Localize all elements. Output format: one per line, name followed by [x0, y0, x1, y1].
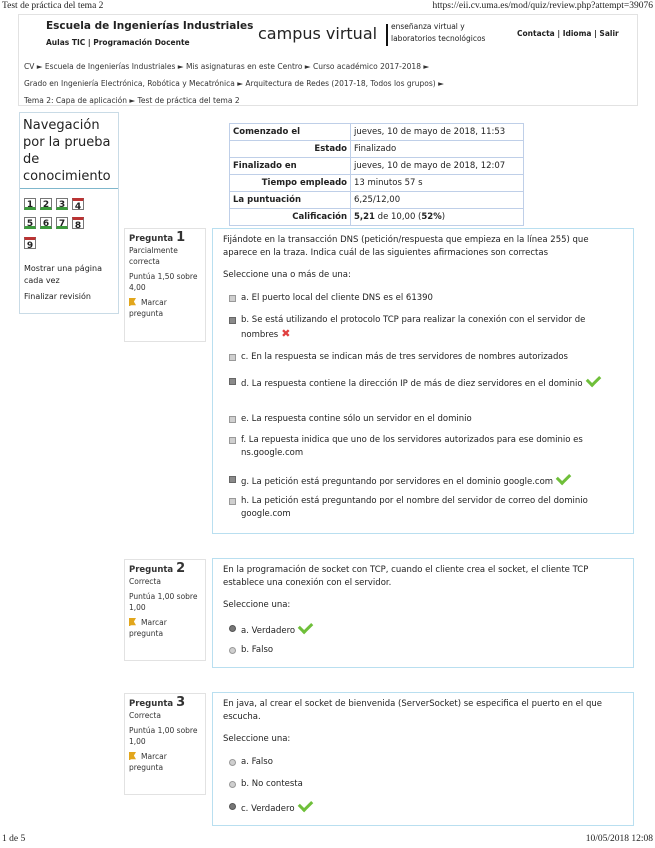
started-label: Comenzado el	[230, 124, 351, 141]
time-value: 13 minutos 57 s	[351, 175, 524, 192]
question-label: Pregunta	[129, 699, 174, 709]
question-text: Fijándote en la transacción DNS (petición/respuesta que empieza en la línea 255) que aparece en la traza. Indica cuál de las siguientes afirmaciones son correctas	[223, 235, 589, 258]
points-label: La puntuación	[230, 192, 351, 209]
question-state: Correcta	[129, 577, 161, 586]
option-a[interactable]	[241, 622, 621, 638]
question-score: Puntúa 1,00 sobre 1,00	[129, 592, 198, 612]
top-links[interactable]: Contacta | Idioma | Salir	[517, 29, 619, 38]
logo-divider	[386, 24, 388, 46]
quiz-nav-title: Navegación por la prueba de conocimiento	[20, 113, 118, 189]
points-value: 6,25/12,00	[351, 192, 524, 209]
option-text: a. El puerto local del cliente DNS es el 61390	[241, 293, 433, 303]
checkbox-unchecked-icon[interactable]	[229, 437, 236, 444]
correct-check-icon	[585, 372, 601, 388]
breadcrumb[interactable]	[24, 58, 624, 109]
tagline-line-2: laboratorios tecnológicos	[391, 34, 486, 43]
flag-icon[interactable]	[129, 618, 136, 626]
question-num: 3	[176, 695, 186, 710]
school-sublinks[interactable]: Aulas TIC | Programación Docente	[46, 38, 190, 47]
question-info-3	[124, 693, 206, 795]
question-label: Pregunta	[129, 234, 174, 244]
option-c[interactable]	[241, 800, 621, 816]
question-number-2	[129, 563, 201, 576]
print-url: https://eii.cv.uma.es/mod/quiz/review.php?attempt=39076	[432, 1, 653, 11]
question-number-3	[129, 697, 201, 710]
question-box-2	[212, 558, 634, 668]
page-counter: 1 de 5	[2, 834, 26, 844]
grade-label: Calificación	[230, 209, 351, 226]
option-f[interactable]	[241, 434, 621, 460]
option-text: f. La repuesta inidica que uno de los servidores autorizados para ese dominio es ns.google.com	[241, 435, 583, 458]
breadcrumb-line-3[interactable]: Tema 2: Capa de aplicación ► Test de práctica del tema 2	[24, 96, 240, 105]
flag-question[interactable]	[129, 751, 201, 773]
option-b[interactable]	[241, 314, 621, 342]
option-text: c. Verdadero	[241, 804, 295, 814]
quiz-nav-button-7[interactable]: 7	[56, 217, 68, 229]
breadcrumb-line-1[interactable]: CV ► Escuela de Ingenierías Industriales ► Mis asignaturas en este Centro ► Curso académico 2017-2018 ►	[24, 62, 430, 71]
select-prompt: Seleccione una:	[223, 600, 291, 610]
tagline-line-1: enseñanza virtual y	[391, 22, 465, 31]
option-text: a. Falso	[241, 757, 273, 767]
flag-label[interactable]: Marcar pregunta	[129, 752, 167, 772]
checkbox-checked-icon[interactable]	[229, 476, 236, 483]
option-text: h. La petición está preguntando por el nombre del servidor de correo del dominio google.com	[241, 496, 588, 519]
print-header	[2, 1, 653, 13]
option-b[interactable]	[241, 778, 621, 791]
flag-question[interactable]	[129, 617, 201, 639]
incorrect-cross-icon: ✖	[281, 327, 291, 340]
option-text: c. En la respuesta se indican más de tres servidores de nombres autorizados	[241, 352, 568, 362]
option-text: g. La petición está preguntando por servidores en el dominio google.com	[241, 477, 554, 487]
radio-unselected-icon[interactable]	[229, 781, 236, 788]
checkbox-unchecked-icon[interactable]	[229, 416, 236, 423]
option-a[interactable]	[241, 756, 621, 769]
checkbox-checked-icon[interactable]	[229, 378, 236, 385]
question-state: Correcta	[129, 711, 161, 720]
flag-icon[interactable]	[129, 298, 136, 306]
finished-label: Finalizado en	[230, 158, 351, 175]
checkbox-checked-icon[interactable]	[229, 317, 236, 324]
finished-value: jueves, 10 de mayo de 2018, 12:07	[351, 158, 524, 175]
print-footer	[2, 834, 653, 846]
option-e[interactable]	[241, 413, 621, 426]
question-score: Puntúa 1,00 sobre 1,00	[129, 726, 198, 746]
option-text: e. La respuesta contine sólo un servidor en el dominio	[241, 414, 472, 424]
option-c[interactable]	[241, 351, 621, 364]
question-box-3	[212, 692, 634, 826]
radio-unselected-icon[interactable]	[229, 647, 236, 654]
grade-score: 5,21	[354, 212, 375, 222]
grade-max: de 10,00 (	[374, 212, 422, 222]
question-info-1	[124, 228, 206, 342]
question-label: Pregunta	[129, 565, 174, 575]
quiz-nav-button-8[interactable]: 8	[72, 217, 84, 229]
quiz-navigation	[19, 112, 119, 314]
quiz-nav-button-5[interactable]: 5	[24, 217, 36, 229]
state-value: Finalizado	[351, 141, 524, 158]
question-info-2	[124, 559, 206, 661]
question-num: 2	[176, 561, 186, 576]
radio-selected-icon[interactable]	[229, 625, 236, 632]
finish-review-link[interactable]: Finalizar revisión	[24, 292, 91, 301]
school-name[interactable]: Escuela de Ingenierías Industriales	[46, 20, 254, 32]
question-score: Puntúa 1,50 sobre 4,00	[129, 272, 198, 292]
logo-tagline	[391, 21, 485, 45]
question-box-1	[212, 228, 634, 534]
option-text: d. La respuesta contiene la dirección IP de más de diez servidores en el dominio	[241, 379, 583, 389]
flag-label[interactable]: Marcar pregunta	[129, 618, 167, 638]
option-h[interactable]	[241, 495, 621, 521]
flag-icon[interactable]	[129, 752, 136, 760]
option-d[interactable]	[241, 375, 621, 391]
quiz-nav-button-2[interactable]: 2	[40, 198, 52, 210]
option-g[interactable]	[241, 473, 621, 489]
show-one-page-link[interactable]: Mostrar una página cada vez	[24, 264, 102, 285]
option-a[interactable]	[241, 292, 621, 305]
option-text: b. Falso	[241, 645, 274, 655]
state-label: Estado	[230, 141, 351, 158]
question-num: 1	[176, 230, 186, 245]
correct-check-icon	[556, 470, 572, 486]
question-text: En java, al crear el socket de bienvenida (ServerSocket) se especifica el puerto en el que escucha.	[223, 699, 602, 722]
select-prompt: Seleccione una o más de una:	[223, 270, 351, 280]
question-state: Parcialmente correcta	[129, 246, 178, 266]
print-date: 10/05/2018 12:08	[585, 834, 653, 844]
quiz-nav-button-1[interactable]: 1	[24, 198, 36, 210]
quiz-nav-button-6[interactable]: 6	[40, 217, 52, 229]
checkbox-unchecked-icon[interactable]	[229, 295, 236, 302]
print-title: Test de práctica del tema 2	[2, 1, 104, 11]
checkbox-unchecked-icon[interactable]	[229, 354, 236, 361]
correct-check-icon	[298, 619, 314, 635]
time-label: Tiempo empleado	[230, 175, 351, 192]
quiz-nav-button-9[interactable]: 9	[24, 237, 36, 249]
grade-percent: 52%	[421, 212, 442, 222]
grade-value	[351, 209, 524, 226]
checkbox-unchecked-icon[interactable]	[229, 498, 236, 505]
flag-label[interactable]: Marcar pregunta	[129, 298, 167, 318]
breadcrumb-line-2[interactable]: Grado en Ingeniería Electrónica, Robótica y Mecatrónica ► Arquitectura de Redes (2017-18, Todos los grupos) ►	[24, 79, 444, 88]
flag-question[interactable]	[129, 297, 201, 319]
option-text: a. Verdadero	[241, 626, 296, 636]
correct-check-icon	[297, 797, 313, 813]
grade-close: )	[441, 212, 446, 222]
radio-selected-icon[interactable]	[229, 803, 236, 810]
question-text: En la programación de socket con TCP, cuando el cliente crea el socket, el cliente TCP establece una conexión con el servidor.	[223, 565, 589, 588]
campus-virtual-logo[interactable]: campus virtual	[258, 24, 378, 43]
radio-unselected-icon[interactable]	[229, 759, 236, 766]
select-prompt: Seleccione una:	[223, 734, 291, 744]
quiz-nav-button-4[interactable]: 4	[72, 198, 84, 210]
question-number-1	[129, 232, 201, 245]
started-value: jueves, 10 de mayo de 2018, 11:53	[351, 124, 524, 141]
option-b[interactable]	[241, 644, 621, 657]
option-text: b. Se está utilizando el protocolo TCP para realizar la conexión con el servidor de nombres	[241, 315, 586, 340]
option-text: b. No contesta	[241, 779, 303, 789]
attempt-summary	[229, 123, 524, 226]
quiz-nav-button-3[interactable]: 3	[56, 198, 68, 210]
